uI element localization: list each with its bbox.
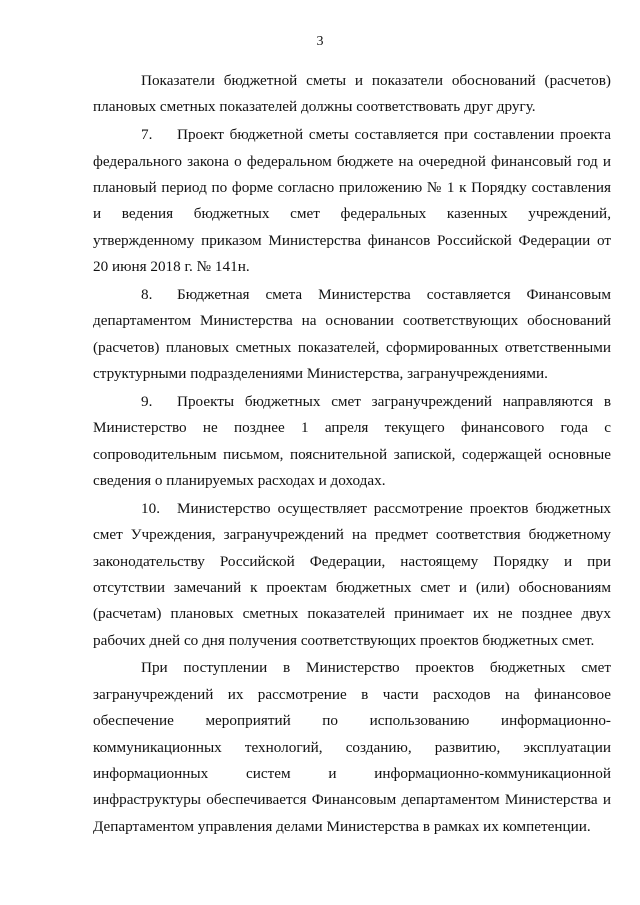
paragraph-8 (93, 282, 611, 388)
paragraph-text: Показатели бюджетной сметы и показатели обоснований (расчетов) плановых сметных показателей должны соответствовать друг другу. (93, 72, 611, 116)
paragraph-foreign-offices-review (93, 655, 611, 840)
paragraph-number: 8. (141, 285, 153, 303)
paragraph-9 (93, 389, 611, 495)
paragraph-10 (93, 496, 611, 654)
paragraph-text: Министерство осуществляет рассмотрение проектов бюджетных смет Учреждения, загранучреждений на предмет соответствия бюджетному законодательству Российской Федерации, настоящему Порядку и при отсутствии замечаний к проектам бюджетных смет и (или) обоснованиям (расчетам) плановых сметных показателей принимает их не позднее двух рабочих дней со дня получения соответствующих проектов бюджетных смет. (93, 499, 611, 649)
paragraph-number: 7. (141, 126, 153, 144)
paragraph-7 (93, 122, 611, 280)
document-body (93, 68, 611, 842)
paragraph-text: Проект бюджетной сметы составляется при составлении проекта федерального закона о федеральном бюджете на очередной финансовый год и плановый период по форме согласно приложению № 1 к Порядку составления и ведения бюджетных смет федеральных казенных учреждений, утвержденному приказом Министерства финансов Российской Федерации от 20 июня 2018 г. № 141н. (93, 126, 611, 276)
page-number: 3 (316, 34, 324, 49)
paragraph-number: 10. (141, 499, 160, 517)
paragraph-indicators-match (93, 68, 611, 121)
paragraph-text: При поступлении в Министерство проектов бюджетных смет загранучреждений их рассмотрение в части расходов на финансовое обеспечение мероприятий по использованию информационно-коммуникационных технологий, созданию, развитию, эксплуатации информационных систем и информационно-коммуникационной инфраструктуры обеспечивается Финансовым департаментом Министерства и Департаментом управления делами Министерства в рамках их компетенции. (93, 659, 611, 835)
paragraph-text: Бюджетная смета Министерства составляется Финансовым департаментом Министерства на основании соответствующих обоснований (расчетов) плановых сметных показателей, сформированных ответственными структурными подразделениями Министерства, загранучреждениями. (93, 285, 611, 383)
paragraph-text: Проекты бюджетных смет загранучреждений направляются в Министерство не позднее 1 апреля текущего финансового года с сопроводительным письмом, пояснительной запиской, содержащей основные сведения о планируемых расходах и доходах. (93, 392, 611, 489)
paragraph-number: 9. (141, 392, 153, 410)
